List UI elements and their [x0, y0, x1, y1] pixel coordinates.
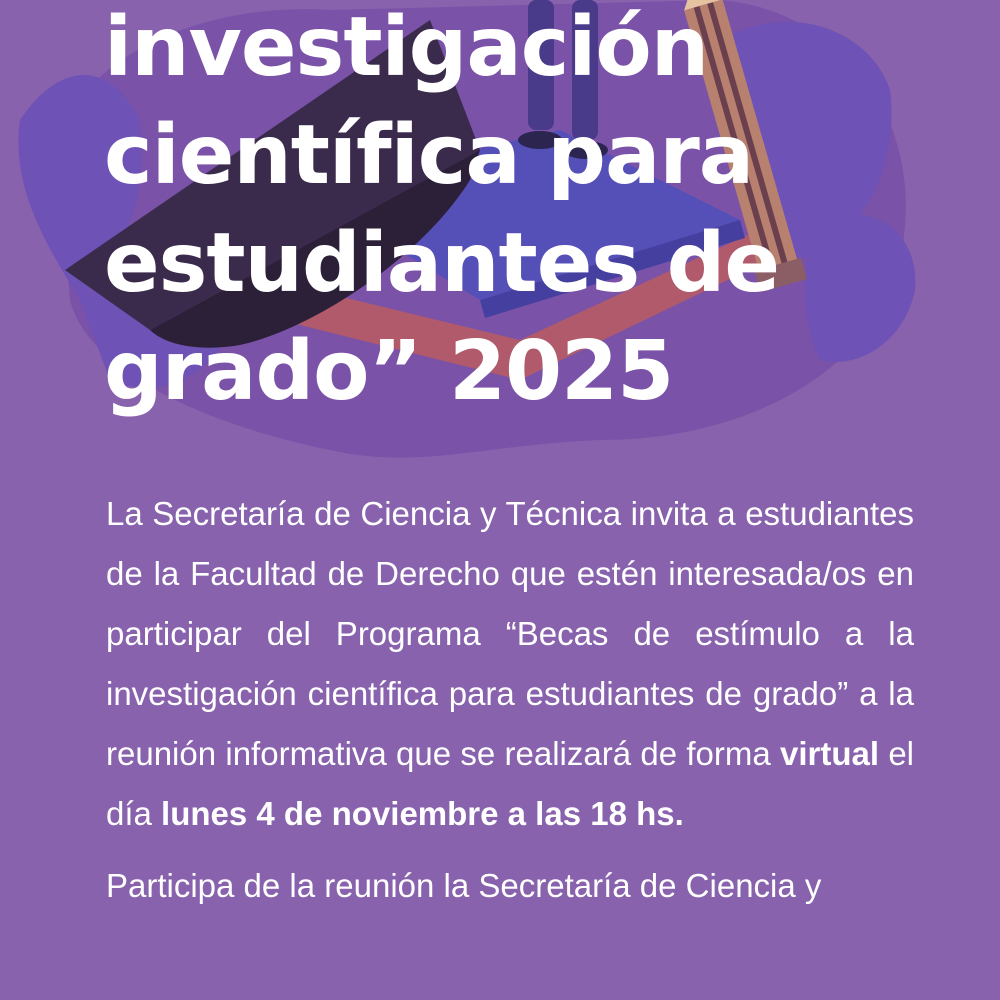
invitation-text: La Secretaría de Ciencia y Técnica invita a estudiantes de la Facultad de Derecho que estén interesada/os en participar del Programa “Becas de estímulo a la investigación científica para estudiantes de grado” a la reunión informativa que se realizará de forma: [106, 495, 914, 772]
paragraph-participants: Participa de la reunión la Secretaría de Ciencia y: [106, 867, 822, 904]
date-highlight: lunes 4 de noviembre a las 18 hs.: [161, 795, 684, 832]
title-line-3: estudiantes de: [104, 216, 779, 311]
paragraph-invitation: [106, 484, 914, 844]
modality-highlight: virtual: [779, 735, 880, 772]
invitation-connector: el día: [106, 735, 914, 832]
title-line-1: investigación: [104, 0, 709, 95]
article-body: [106, 484, 914, 916]
page-title: [104, 0, 944, 426]
title-line-4: grado” 2025: [104, 324, 674, 419]
title-line-2: científica para: [104, 108, 754, 203]
